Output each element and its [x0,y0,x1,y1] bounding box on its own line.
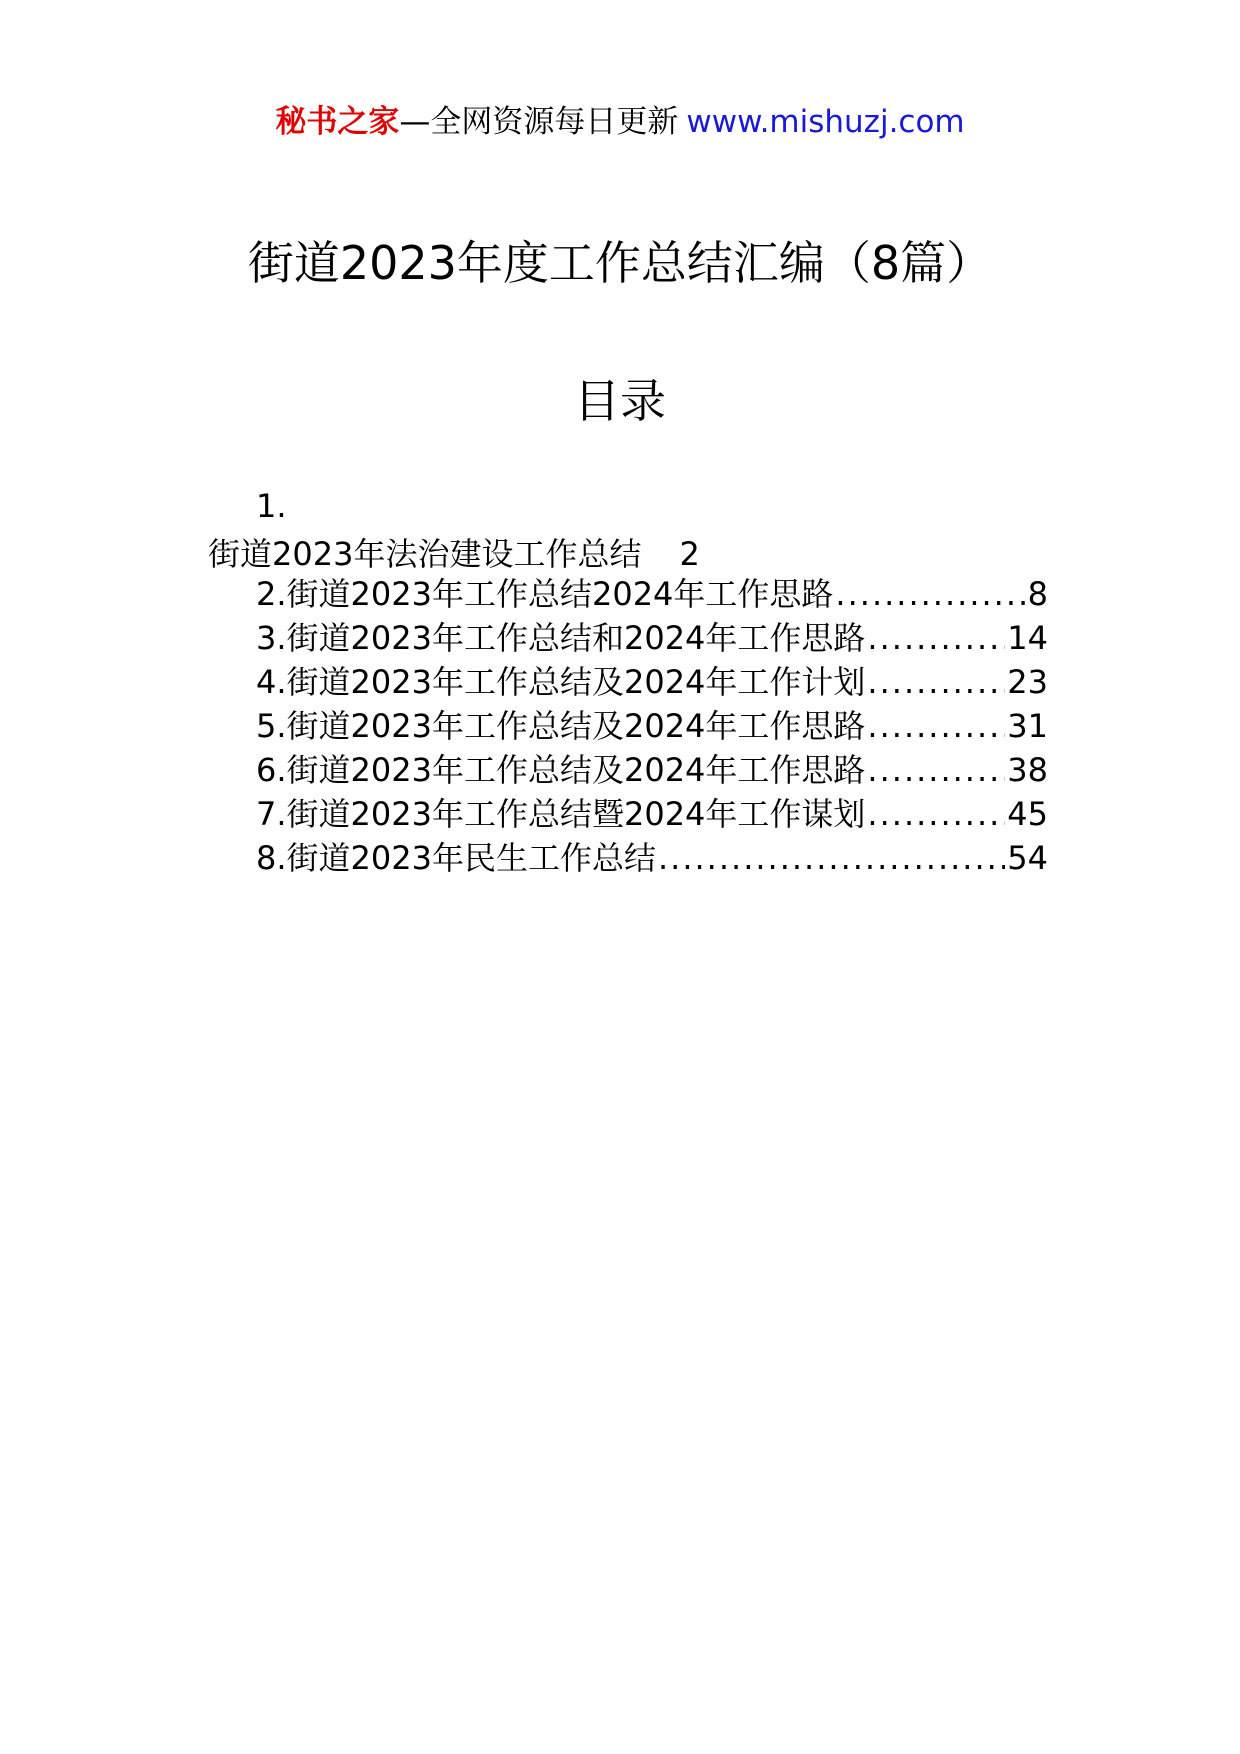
toc-entry-page: 54 [1007,839,1048,877]
toc-entry-4[interactable] [256,660,1048,704]
toc-leader-dots [835,572,1025,616]
toc-entry-page: 45 [1007,795,1048,833]
toc-entry-2[interactable] [256,572,1048,616]
toc-entry-label: 2.街道2023年工作总结2024年工作思路 [256,575,834,613]
toc-entry-page: 38 [1007,751,1048,789]
toc-leader-dots [867,660,1005,704]
toc-entry-page: 14 [1007,619,1048,657]
toc-entry-label: 街道2023年法治建设工作总结 [208,535,642,573]
toc-entry-label: 8.街道2023年民生工作总结 [256,839,656,877]
document-title: 街道2023年度工作总结汇编（8篇） [247,236,993,290]
toc-heading: 目录 [574,374,666,428]
toc-entry-8[interactable] [256,836,1048,880]
toc-entry-7[interactable] [256,792,1048,836]
toc-leader-dots [867,748,1005,792]
toc-entry-6[interactable] [256,748,1048,792]
toc-entry-page: 23 [1007,663,1048,701]
toc-leader-dots [867,792,1005,836]
toc-entry-page: 2 [679,535,700,573]
site-url-link[interactable]: www.mishuzj.com [686,104,965,140]
toc-leader-dots [867,616,1005,660]
toc-entry-1-number: 1. [256,487,287,525]
toc-entry-5[interactable] [256,704,1048,748]
toc-entry-label: 5.街道2023年工作总结及2024年工作思路 [256,707,866,745]
site-header [0,100,1240,144]
toc-entry-label: 7.街道2023年工作总结暨2024年工作谋划 [256,795,866,833]
toc-entry-1[interactable] [208,532,700,576]
toc-entry-page: 31 [1007,707,1048,745]
toc-leader-dots [867,704,1005,748]
brand-name: 秘书之家 [275,104,400,140]
toc-entry-page: 8 [1027,575,1048,613]
toc-entry-label: 3.街道2023年工作总结和2024年工作思路 [256,619,866,657]
toc-leader-dots [658,836,1005,880]
toc-entry-3[interactable] [256,616,1048,660]
toc-entry-label: 4.街道2023年工作总结及2024年工作计划 [256,663,866,701]
site-tagline: —全网资源每日更新 [399,104,679,140]
toc-entry-label: 6.街道2023年工作总结及2024年工作思路 [256,751,866,789]
